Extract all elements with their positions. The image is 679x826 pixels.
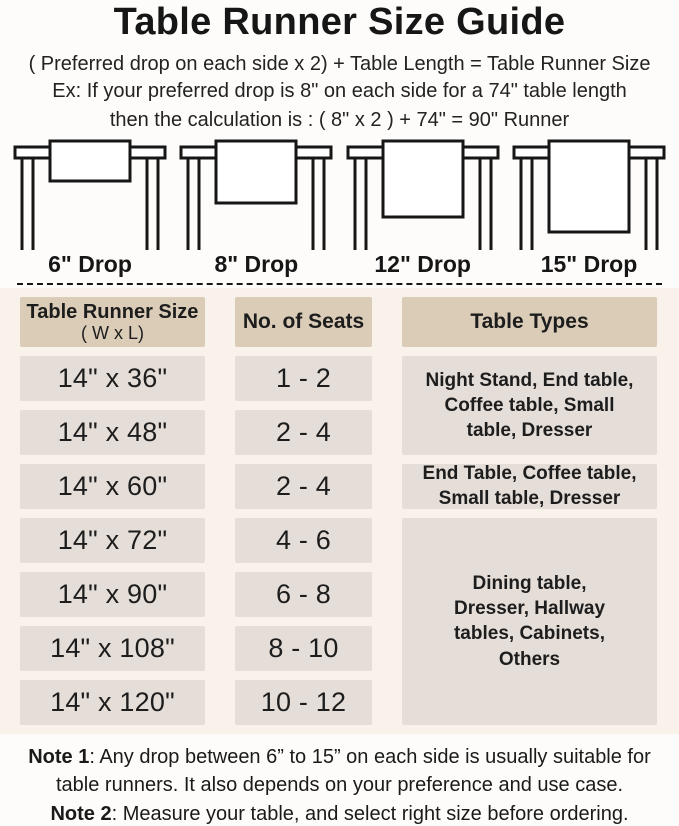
table-runner-illustration bbox=[173, 138, 339, 250]
runner-size-cell: 14" x 36" bbox=[20, 356, 205, 401]
table-types-header-label: Table Types bbox=[470, 309, 589, 333]
table-types-cell bbox=[402, 464, 657, 509]
drop-figure-4 bbox=[506, 138, 672, 278]
table-types-text: Dining table, Dresser, Hallway tables, Cabinets, Others bbox=[453, 573, 606, 670]
runner-size-cell: 14" x 108" bbox=[20, 626, 205, 671]
note-1-text: : Any drop between 6” to 15” on each side is usually suitable for table runners. It also depends on your preference and use case. bbox=[55, 745, 651, 797]
column-header-runner-size bbox=[20, 297, 205, 347]
table-types-text: Night Stand, End table, Coffee table, Small table, Dresser bbox=[425, 369, 634, 441]
drop-illustrations-row bbox=[0, 135, 679, 278]
table-runner-illustration bbox=[340, 138, 506, 250]
drop-label: 6" Drop bbox=[48, 250, 132, 277]
note-1-label: Note 1 bbox=[28, 745, 90, 768]
drop-label: 15" Drop bbox=[540, 250, 638, 277]
seats-cell: 2 - 4 bbox=[235, 410, 372, 455]
seats-cell: 1 - 2 bbox=[235, 356, 372, 401]
seats-cell: 4 - 6 bbox=[235, 518, 372, 563]
runner-size-cell: 14" x 60" bbox=[20, 464, 205, 509]
column-header-seats bbox=[235, 297, 372, 347]
note-2-text: : Measure your table, and select right size before ordering. bbox=[111, 802, 629, 825]
runner-size-cell: 14" x 90" bbox=[20, 572, 205, 617]
runner-size-cell: 14" x 120" bbox=[20, 680, 205, 725]
drop-figure-2 bbox=[173, 138, 339, 278]
guide-header bbox=[0, 0, 679, 135]
page-title: Table Runner Size Guide bbox=[113, 1, 566, 43]
table-types-cell bbox=[402, 518, 657, 725]
runner-size-formula: ( Preferred drop on each side x 2) + Table Length = Table Runner Size bbox=[28, 52, 651, 75]
example-line-2: then the calculation is : ( 8" x 2 ) + 74" = 90" Runner bbox=[109, 108, 570, 131]
table-runner-illustration bbox=[506, 138, 672, 250]
size-table bbox=[20, 297, 657, 725]
note-1 bbox=[5, 743, 674, 800]
table-types-cell bbox=[402, 356, 657, 455]
runner-size-cell: 14" x 48" bbox=[20, 410, 205, 455]
footer-notes bbox=[0, 734, 679, 826]
drop-figure-1 bbox=[7, 138, 173, 278]
seats-cell: 8 - 10 bbox=[235, 626, 372, 671]
seats-header-label: No. of Seats bbox=[242, 309, 365, 333]
dashed-divider bbox=[17, 283, 662, 285]
seats-cell: 2 - 4 bbox=[235, 464, 372, 509]
table-runner-illustration bbox=[7, 138, 173, 250]
table-types-text: End Table, Coffee table, Small table, Dresser bbox=[422, 463, 637, 510]
drop-label: 12" Drop bbox=[374, 250, 471, 277]
note-2 bbox=[5, 800, 674, 826]
size-table-section bbox=[0, 288, 679, 734]
runner-size-header-subtitle: ( W x L) bbox=[81, 322, 144, 343]
seats-cell: 6 - 8 bbox=[235, 572, 372, 617]
runner-size-cell: 14" x 72" bbox=[20, 518, 205, 563]
column-header-table-types bbox=[402, 297, 657, 347]
drop-label: 8" Drop bbox=[214, 250, 299, 277]
seats-cell: 10 - 12 bbox=[235, 680, 372, 725]
runner-size-header-title: Table Runner Size bbox=[26, 300, 199, 323]
drop-figure-3 bbox=[340, 138, 506, 278]
example-line-1: Ex: If your preferred drop is 8" on each side for a 74" table length bbox=[52, 79, 627, 102]
note-2-label: Note 2 bbox=[50, 802, 112, 825]
